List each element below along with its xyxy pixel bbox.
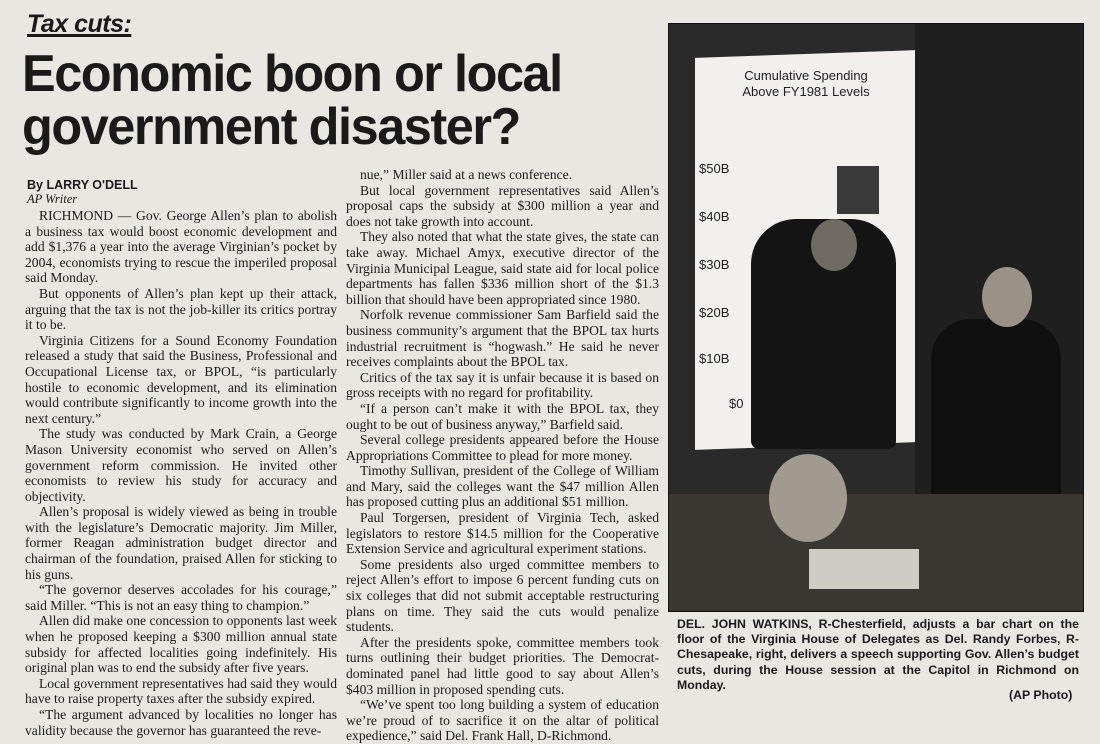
headline: Economic boon or local government disaster? [22, 45, 562, 156]
paragraph: Some presidents also urged committee members to reject Allen’s effort to impose 6 percent funding cuts on six colleges that did not submit acceptable restructuring plans on time. They said the cuts would penalize students. [346, 556, 659, 635]
delegate-head-left [811, 219, 857, 271]
photo-credit: (AP Photo) [1009, 688, 1073, 702]
seated-delegate [769, 454, 847, 542]
paragraph: But local government representatives said Allen’s proposal caps the subsidy at $300 million a year and does not take growth into account. [346, 182, 659, 229]
board-tick: $0 [729, 396, 744, 411]
paragraph: “The argument advanced by localities no longer has validity because the governor has guaranteed the reve- [25, 707, 337, 738]
board-title: Cumulative Spending Above FY1981 Levels [742, 68, 870, 99]
paragraph: The study was conducted by Mark Crain, a George Mason University economist who served on Allen’s government reform commission. He invited other economists to review his study for accuracy and objectivity. [25, 426, 337, 504]
board-tick: $40B [699, 209, 730, 224]
byline: By LARRY O'DELL [27, 178, 138, 192]
paragraph: “We’ve spent too long building a system of education we’re proud of to sacrifice it on the altar of political expedience,” said Del. Frank Hall, D-Richmond. [346, 697, 659, 744]
paragraph: Timothy Sullivan, president of the College of William and Mary, said the colleges want the $47 million Allen has proposed cutting plus an additional $51 million. [346, 463, 659, 510]
paragraph: nue,” Miller said at a news conference. [360, 167, 573, 182]
paragraph: After the presidents spoke, committee members took turns outlining their budget priorities. The Democrat-dominated panel had little good to say about Allen’s $403 million in proposed spending cuts. [346, 634, 659, 697]
paragraph: They also noted that what the state gives, the state can take away. Michael Amyx, executive director of the Virginia Municipal League, said state aid for local police departments has fallen $336 million short of the $1.3 billion that should have been appropriated since 1980. [346, 229, 659, 307]
delegate-head-right [982, 267, 1032, 327]
paragraph: Several college presidents appeared before the House Appropriations Committee to plead for more money. [346, 432, 659, 463]
paragraph: Norfolk revenue commissioner Sam Barfield said the business community’s argument that the BPOL tax hurts industrial recruitment is “hogwash.” He said he never receives complaints about the BPOL tax. [346, 307, 659, 370]
board-tick: $10B [699, 351, 730, 366]
paragraph: Virginia Citizens for a Sound Economy Foundation released a study that said the Business, Professional and Occupational License tax, or BPOL, “is particularly hostile to economic development, and its elimination would contribute significantly to income growth into the next century.” [25, 332, 337, 426]
paragraph: “The governor deserves accolades for his courage,” said Miller. “This is not an easy thing to champion.” [25, 582, 337, 613]
author-credit: AP Writer [27, 192, 78, 206]
article-column-2 [346, 167, 659, 744]
paragraph: Paul Torgersen, president of Virginia Tech, asked legislators to restore $14.5 million for the Cooperative Extension Service and agricultural experiment stations. [346, 510, 659, 557]
paragraph: Local government representatives had said they would have to raise property taxes after the subsidy expired. [25, 675, 337, 707]
paragraph: “If a person can’t make it with the BPOL tax, they ought to be out of business anyway,” Barfield said. [346, 400, 659, 432]
kicker: Tax cuts: [27, 10, 132, 38]
board-tick: $50B [699, 161, 730, 176]
board-tick: $20B [699, 305, 730, 320]
photo-caption: DEL. JOHN WATKINS, R-Chesterfield, adjusts a bar chart on the floor of the Virginia House of Delegates as Del. Randy Forbes, R-Chesapeake, right, delivers a speech supporting Gov. Allen’s budget cuts, during the House session at the Capitol in Richmond on Monday. [677, 617, 1079, 692]
papers [809, 549, 919, 589]
board-bar [837, 166, 879, 214]
paragraph: RICHMOND — Gov. George Allen’s plan to abolish a business tax would boost economic development and add $1,376 a year into the average Virginian’s pocket by 2004, economists trying to rescue the imperiled proposal said Monday. [25, 208, 337, 286]
board-tick: $30B [699, 257, 730, 272]
paragraph: Allen’s proposal is widely viewed as being in trouble with the legislature’s Democratic majority. Jim Miller, former Reagan administration budget director and chairman of the foundation, praised Allen for sticking to his guns. [25, 504, 337, 582]
article-column-1 [25, 208, 337, 738]
paragraph: Critics of the tax say it is unfair because it is based on gross receipts with no regard for profitability. [346, 369, 659, 401]
news-photo [668, 23, 1084, 612]
paragraph: But opponents of Allen’s plan kept up their attack, arguing that the tax is not the job-killer its critics portray it to be. [25, 285, 337, 333]
paragraph: Allen did make one concession to opponents last week when he proposed keeping a $300 million annual state subsidy for affected localities going indefinitely. His original plan was to end the subsidy after five years. [25, 613, 337, 676]
